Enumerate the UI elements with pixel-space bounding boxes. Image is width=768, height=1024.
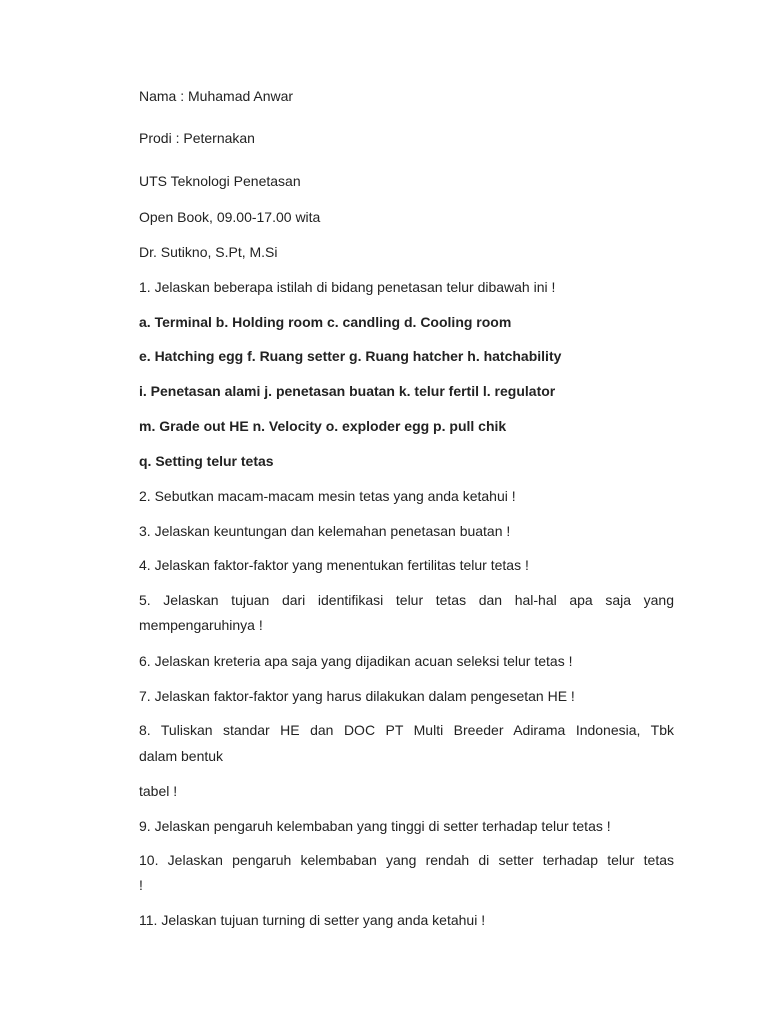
lecturer-name: Dr. Sutikno, S.Pt, M.Si [139, 244, 278, 260]
exam-title: UTS Teknologi Penetasan [139, 173, 301, 189]
question-2: 2. Sebutkan macam-macam mesin tetas yang anda ketahui ! [139, 488, 516, 504]
question-11: 11. Jelaskan tujuan turning di setter yang anda ketahui ! [139, 912, 486, 928]
exam-time: Open Book, 09.00-17.00 wita [139, 209, 321, 225]
question-10-line-2: ! [139, 877, 143, 893]
question-8-line-3: tabel ! [139, 783, 178, 799]
question-6: 6. Jelaskan kreteria apa saja yang dijadikan acuan seleksi telur tetas ! [139, 653, 573, 669]
question-3: 3. Jelaskan keuntungan dan kelemahan penetasan buatan ! [139, 523, 511, 539]
question-1-terms-line: m. Grade out HE n. Velocity o. exploder egg p. pull chik [139, 418, 507, 434]
question-1-terms-line: q. Setting telur tetas [139, 453, 274, 469]
question-10-line-1: 10. Jelaskan pengaruh kelembaban yang rendah di setter terhadap telur tetas [139, 852, 674, 868]
question-8-line-1: 8. Tuliskan standar HE dan DOC PT Multi Breeder Adirama Indonesia, Tbk [139, 722, 674, 738]
question-1-terms-line: e. Hatching egg f. Ruang setter g. Ruang hatcher h. hatchability [139, 348, 562, 364]
question-4: 4. Jelaskan faktor-faktor yang menentukan fertilitas telur tetas ! [139, 557, 529, 573]
question-9: 9. Jelaskan pengaruh kelembaban yang tinggi di setter terhadap telur tetas ! [139, 818, 611, 834]
question-1: 1. Jelaskan beberapa istilah di bidang penetasan telur dibawah ini ! [139, 279, 556, 295]
question-7: 7. Jelaskan faktor-faktor yang harus dilakukan dalam pengesetan HE ! [139, 688, 575, 704]
study-program: Prodi : Peternakan [139, 130, 255, 146]
question-5-line-1: 5. Jelaskan tujuan dari identifikasi telur tetas dan hal-hal apa saja yang [139, 592, 674, 608]
question-8-line-2: dalam bentuk [139, 748, 224, 764]
student-name: Nama : Muhamad Anwar [139, 88, 294, 104]
question-5-line-2: mempengaruhinya ! [139, 617, 263, 633]
question-1-terms-line: i. Penetasan alami j. penetasan buatan k. telur fertil l. regulator [139, 383, 556, 399]
question-1-terms-line: a. Terminal b. Holding room c. candling d. Cooling room [139, 314, 512, 330]
